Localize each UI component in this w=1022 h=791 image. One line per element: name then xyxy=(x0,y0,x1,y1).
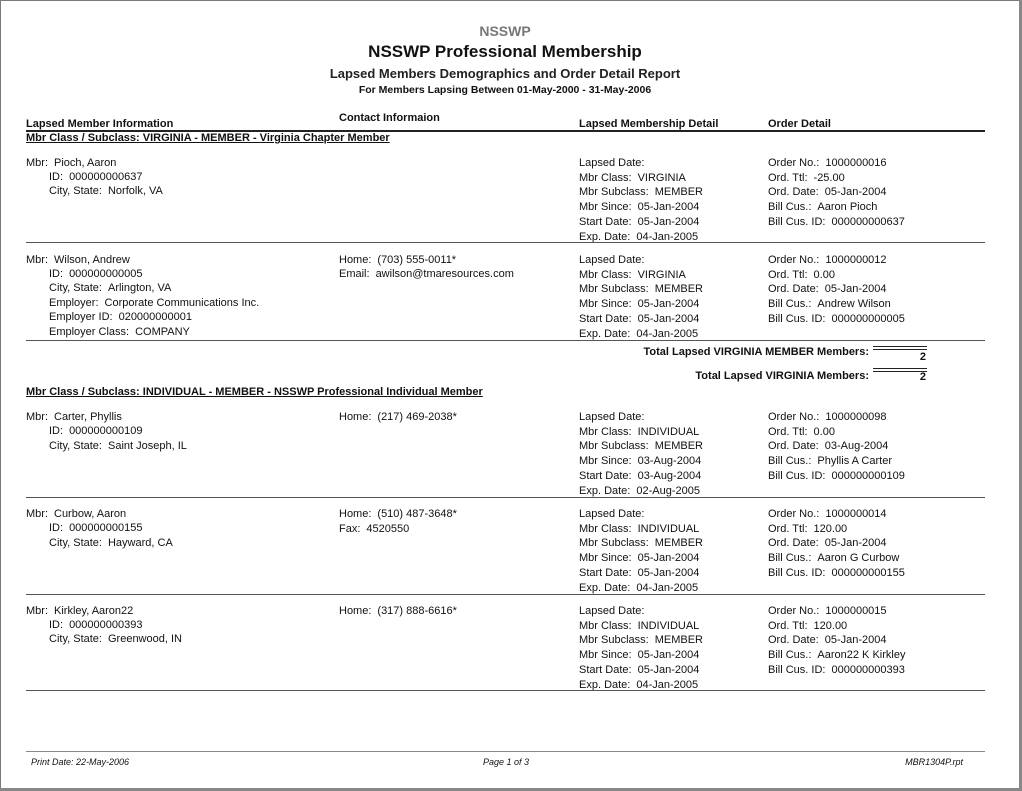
order-total: Ord. Ttl: 120.00 xyxy=(768,619,848,632)
report-id: MBR1304P.rpt xyxy=(905,757,963,767)
member-city: Arlington, VA xyxy=(107,282,172,294)
start-date: Start Date: 05-Jan-2004 xyxy=(579,663,700,676)
member-id: 000000000637 xyxy=(69,171,143,183)
order-total: Ord. Ttl: 120.00 xyxy=(768,522,848,535)
bill-customer-id: Bill Cus. ID: 000000000109 xyxy=(768,469,905,482)
start-date: Start Date: 05-Jan-2004 xyxy=(579,566,700,579)
column-header-lapsed: Lapsed Membership Detail xyxy=(579,118,719,130)
lapsed-date: Lapsed Date: xyxy=(579,508,645,520)
member-employer-class: COMPANY xyxy=(135,326,190,338)
member-employer-id-line: Employer ID: 020000000001 xyxy=(49,311,192,323)
member-name-line: Mbr: Pioch, Aaron xyxy=(26,157,117,169)
lapsed-date: Lapsed Date: xyxy=(579,605,645,617)
order-no: Order No.: 1000000098 xyxy=(768,411,887,423)
member-city: Hayward, CA xyxy=(107,537,173,549)
member-id-line: ID: 000000000005 xyxy=(49,268,143,280)
column-header-contact: Contact Informaion xyxy=(339,112,440,124)
member-id: 000000000109 xyxy=(69,425,143,437)
lapsed-date: Lapsed Date: xyxy=(579,411,645,423)
contact-home-line: Home: (317) 888-6616* xyxy=(339,605,457,617)
record-divider xyxy=(26,690,985,691)
member-id-line: ID: 000000000637 xyxy=(49,171,143,183)
bill-customer: Bill Cus.: Phyllis A Carter xyxy=(768,455,892,468)
member-name: Kirkley, Aaron22 xyxy=(54,605,134,617)
total-subclass-label: Total Lapsed VIRGINIA MEMBER Members: xyxy=(643,346,869,358)
contact-fax-line: Fax: 4520550 xyxy=(339,523,410,535)
mbr-subclass: Mbr Subclass: MEMBER xyxy=(579,537,703,550)
print-date: Print Date: 22-May-2006 xyxy=(31,757,130,767)
total-class-value: 2 xyxy=(919,371,926,383)
member-city-line: City, State: Arlington, VA xyxy=(49,282,172,294)
contact-home: (703) 555-0011* xyxy=(377,254,457,266)
member-city: Norfolk, VA xyxy=(107,185,163,197)
start-date: Start Date: 03-Aug-2004 xyxy=(579,469,702,482)
member-name-line: Mbr: Carter, Phyllis xyxy=(26,411,122,423)
bill-customer: Bill Cus.: Aaron G Curbow xyxy=(768,552,900,565)
member-name-line: Mbr: Kirkley, Aaron22 xyxy=(26,605,134,617)
total-double-rule xyxy=(873,346,927,350)
member-name: Pioch, Aaron xyxy=(54,157,117,169)
member-employer-id: 020000000001 xyxy=(118,311,192,323)
member-city-line: City, State: Saint Joseph, IL xyxy=(49,440,187,452)
member-employer: Corporate Communications Inc. xyxy=(104,296,260,309)
record-divider xyxy=(26,242,985,243)
lapsed-date: Lapsed Date: xyxy=(579,157,645,169)
exp-date: Exp. Date: 04-Jan-2005 xyxy=(579,678,699,691)
order-no: Order No.: 1000000012 xyxy=(768,254,887,266)
organization-name: NSSWP xyxy=(479,23,531,39)
order-total: Ord. Ttl: 0.00 xyxy=(768,425,835,438)
member-city-line: City, State: Hayward, CA xyxy=(49,537,173,549)
member-id: 000000000393 xyxy=(69,619,143,631)
footer-divider xyxy=(26,751,985,752)
mbr-class: Mbr Class: VIRGINIA xyxy=(579,268,686,281)
exp-date: Exp. Date: 04-Jan-2005 xyxy=(579,230,699,243)
order-no: Order No.: 1000000015 xyxy=(768,605,887,617)
column-header-order: Order Detail xyxy=(768,118,831,130)
contact-home: (217) 469-2038* xyxy=(377,411,457,423)
total-subclass-value: 2 xyxy=(919,351,926,363)
bill-customer-id: Bill Cus. ID: 000000000393 xyxy=(768,663,905,676)
report-subtitle: Lapsed Members Demographics and Order Detail Report xyxy=(329,66,681,81)
start-date: Start Date: 05-Jan-2004 xyxy=(579,312,700,325)
contact-home-line: Home: (510) 487-3648* xyxy=(339,508,457,520)
member-name-line: Mbr: Curbow, Aaron xyxy=(26,508,127,520)
member-employer-class-line: Employer Class: COMPANY xyxy=(49,326,190,338)
order-no: Order No.: 1000000014 xyxy=(768,508,887,520)
member-name: Curbow, Aaron xyxy=(54,508,127,520)
mbr-subclass: Mbr Subclass: MEMBER xyxy=(579,440,703,453)
bill-customer: Bill Cus.: Aaron22 K Kirkley xyxy=(768,649,906,662)
member-id: 000000000005 xyxy=(69,268,143,280)
mbr-since: Mbr Since: 05-Jan-2004 xyxy=(579,552,700,565)
member-name: Carter, Phyllis xyxy=(54,411,122,423)
start-date: Start Date: 05-Jan-2004 xyxy=(579,215,700,228)
contact-home-line: Home: (217) 469-2038* xyxy=(339,411,457,423)
mbr-class: Mbr Class: VIRGINIA xyxy=(579,171,686,184)
report-title: NSSWP Professional Membership xyxy=(368,42,642,61)
member-city-line: City, State: Greenwood, IN xyxy=(49,633,182,645)
member-id-line: ID: 000000000109 xyxy=(49,425,143,437)
member-id-line: ID: 000000000393 xyxy=(49,619,143,631)
order-date: Ord. Date: 03-Aug-2004 xyxy=(768,440,889,453)
bill-customer-id: Bill Cus. ID: 000000000637 xyxy=(768,215,905,228)
order-no: Order No.: 1000000016 xyxy=(768,157,887,169)
mbr-since: Mbr Since: 05-Jan-2004 xyxy=(579,649,700,662)
member-id-line: ID: 000000000155 xyxy=(49,522,143,534)
mbr-subclass: Mbr Subclass: MEMBER xyxy=(579,283,703,296)
record-divider xyxy=(26,594,985,595)
bill-customer: Bill Cus.: Aaron Pioch xyxy=(768,201,878,214)
contact-home-line: Home: (703) 555-0011* xyxy=(339,254,457,266)
order-total: Ord. Ttl: 0.00 xyxy=(768,268,835,281)
member-name-line: Mbr: Wilson, Andrew xyxy=(26,254,130,266)
record-divider xyxy=(26,497,985,498)
order-total: Ord. Ttl: -25.00 xyxy=(768,171,845,184)
member-city-line: City, State: Norfolk, VA xyxy=(49,185,163,197)
record-divider xyxy=(26,340,985,341)
bill-customer-id: Bill Cus. ID: 000000000155 xyxy=(768,566,905,579)
mbr-since: Mbr Since: 05-Jan-2004 xyxy=(579,201,700,214)
member-id: 000000000155 xyxy=(69,522,143,534)
order-date: Ord. Date: 05-Jan-2004 xyxy=(768,186,887,199)
column-header-member: Lapsed Member Information xyxy=(26,118,174,130)
mbr-class: Mbr Class: INDIVIDUAL xyxy=(579,522,700,535)
section-heading-individual: Mbr Class / Subclass: INDIVIDUAL - MEMBER - NSSWP Professional Individual Member xyxy=(26,386,483,398)
exp-date: Exp. Date: 04-Jan-2005 xyxy=(579,327,699,340)
bill-customer-id: Bill Cus. ID: 000000000005 xyxy=(768,312,905,325)
mbr-since: Mbr Since: 03-Aug-2004 xyxy=(579,455,702,468)
order-date: Ord. Date: 05-Jan-2004 xyxy=(768,634,887,647)
contact-email: awilson@tmaresources.com xyxy=(375,268,514,280)
bill-customer: Bill Cus.: Andrew Wilson xyxy=(768,298,891,311)
member-employer-line: Employer: Corporate Communications Inc. xyxy=(49,296,260,309)
order-date: Ord. Date: 05-Jan-2004 xyxy=(768,283,887,296)
mbr-since: Mbr Since: 05-Jan-2004 xyxy=(579,298,700,311)
report-date-range: For Members Lapsing Between 01-May-2000 - 31-May-2006 xyxy=(358,84,652,96)
mbr-subclass: Mbr Subclass: MEMBER xyxy=(579,634,703,647)
section-heading-virginia: Mbr Class / Subclass: VIRGINIA - MEMBER - Virginia Chapter Member xyxy=(26,132,390,144)
order-date: Ord. Date: 05-Jan-2004 xyxy=(768,537,887,550)
contact-fax: 4520550 xyxy=(366,523,410,535)
contact-home: (317) 888-6616* xyxy=(377,605,457,617)
member-city: Greenwood, IN xyxy=(107,633,182,645)
page-number: Page 1 of 3 xyxy=(482,757,530,767)
mbr-subclass: Mbr Subclass: MEMBER xyxy=(579,186,703,199)
exp-date: Exp. Date: 04-Jan-2005 xyxy=(579,581,699,594)
member-name: Wilson, Andrew xyxy=(54,254,130,266)
exp-date: Exp. Date: 02-Aug-2005 xyxy=(579,484,700,497)
mbr-class: Mbr Class: INDIVIDUAL xyxy=(579,425,700,438)
total-class-label: Total Lapsed VIRGINIA Members: xyxy=(695,370,869,382)
contact-home: (510) 487-3648* xyxy=(377,508,457,520)
lapsed-date: Lapsed Date: xyxy=(579,254,645,266)
contact-email-line: Email: awilson@tmaresources.com xyxy=(339,268,514,280)
member-city: Saint Joseph, IL xyxy=(107,440,187,452)
mbr-class: Mbr Class: INDIVIDUAL xyxy=(579,619,700,632)
